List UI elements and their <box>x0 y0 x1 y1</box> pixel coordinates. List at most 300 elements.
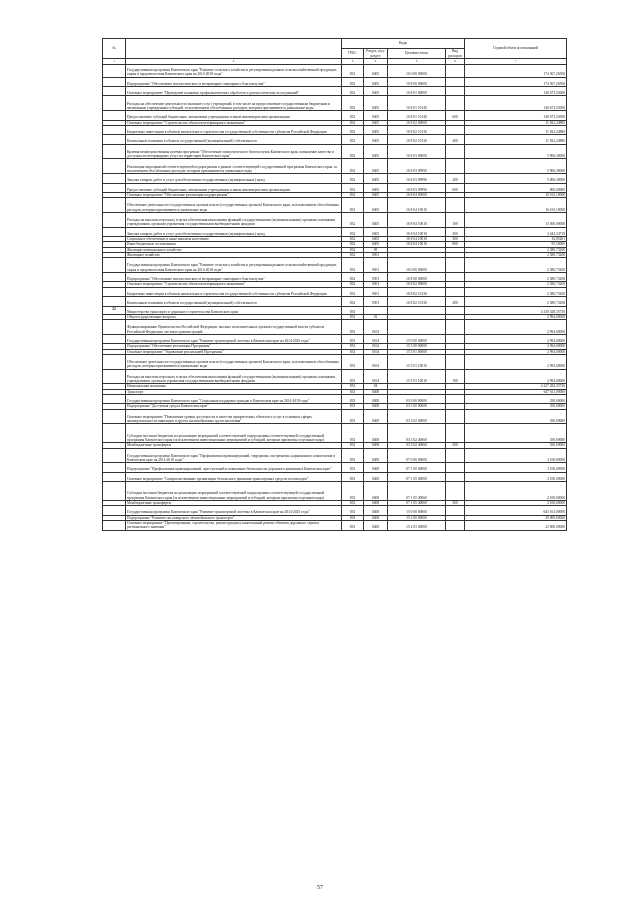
row-number <box>103 87 126 96</box>
row-target-article: 03 3 02 40060 <box>388 424 446 443</box>
row-name: Государственная программа Камчатского края "Развитие сельского хозяйства и регулирования рынков сельскохозяйственной продукции, сырья и продовольствия Камчатского края на 2014-2018 годы" <box>126 65 342 78</box>
row-name: Основное мероприятие "Строительство объектов ветеринарного назначения" <box>126 282 342 287</box>
row-amount: 2 994,00000 <box>465 334 567 343</box>
row-section: 0408 <box>364 521 388 531</box>
table-row <box>103 258 567 273</box>
header-codes: Коды <box>342 39 465 49</box>
row-expense-type: 400 <box>446 297 465 306</box>
column-index: 1 <box>103 59 126 65</box>
row-target-article: 16 8 03 00000 <box>388 144 446 159</box>
row-target-article: 16 8 04 10010 <box>388 198 446 213</box>
row-target-article: 16 0 00 00000 <box>388 258 446 273</box>
row-expense-type: 600 <box>446 183 465 192</box>
row-name: Жилищно-коммунальное хозяйство <box>126 247 342 252</box>
row-grbs: 833 <box>342 521 364 531</box>
row-grbs: 833 <box>342 355 364 370</box>
row-expense-type: 400 <box>446 135 465 144</box>
table-row <box>103 111 567 120</box>
row-section: 0405 <box>364 174 388 183</box>
row-expense-type <box>446 87 465 96</box>
row-expense-type <box>446 482 465 501</box>
row-section: 0405 <box>364 96 388 111</box>
row-amount: 2 994,00000 <box>465 355 567 370</box>
row-section: 0408 <box>364 409 388 424</box>
row-name: Краевая межведомственная целевая программа "Обеспечение эпизоотического благополучия Камчатского края, повышение качества и доступности ветеринарных услуг на территории Камчатского края" <box>126 144 342 159</box>
row-number <box>103 273 126 282</box>
row-grbs: 833 <box>342 501 364 506</box>
row-number <box>103 198 126 213</box>
row-name: Функционирование Правительства Российской Федерации, высших исполнительных органов государственной власти субъектов Российской Федерации, местных администраций <box>126 320 342 335</box>
header-vr: Вид расходов <box>446 49 465 59</box>
row-amount: 350,00000 <box>465 404 567 409</box>
row-grbs: 833 <box>342 463 364 472</box>
row-section: 0408 <box>364 424 388 443</box>
row-number <box>103 227 126 236</box>
row-grbs: 832 <box>342 297 364 306</box>
row-grbs: 832 <box>342 174 364 183</box>
table-row <box>103 320 567 335</box>
row-section: 0408 <box>364 501 388 506</box>
row-section: 0408 <box>364 482 388 501</box>
row-section: 04 <box>364 384 388 389</box>
row-target-article: 16 8 04 10010 <box>388 242 446 247</box>
row-amount: 645 161,00000 <box>465 506 567 515</box>
row-number <box>103 258 126 273</box>
row-name: Транспорт <box>126 389 342 394</box>
row-expense-type <box>446 409 465 424</box>
row-name: Подпрограмма "Профилактика правонарушений, преступлений и повышение безопасности дорожного движения в Камчатском крае" <box>126 463 342 472</box>
row-expense-type <box>446 506 465 515</box>
table-row <box>103 273 567 282</box>
row-section: 0501 <box>364 273 388 282</box>
row-target-article: 16 8 02 10130 <box>388 135 446 144</box>
row-name: Основное мероприятие "Проведение плановых профилактических обработок и диагностических исследований" <box>126 87 342 96</box>
row-section: 0408 <box>364 515 388 520</box>
row-amount: 5 006,30000 <box>465 174 567 183</box>
budget-table-sheet <box>102 38 566 531</box>
row-grbs: 833 <box>342 369 364 384</box>
row-name: Национальная экономика <box>126 384 342 389</box>
row-expense-type: 200 <box>446 227 465 236</box>
column-index: 3 <box>342 59 364 65</box>
row-amount: 2 380,73200 <box>465 253 567 258</box>
row-expense-type <box>446 159 465 174</box>
row-expense-type <box>446 424 465 443</box>
table-row <box>103 96 567 111</box>
column-index: 6 <box>446 59 465 65</box>
row-section: 0408 <box>364 506 388 515</box>
row-name: Основное мероприятие "Совершенствование организации безопасного движения транспортных средств и пешеходов" <box>126 472 342 481</box>
row-section: 0405 <box>364 237 388 242</box>
row-section: 0405 <box>364 144 388 159</box>
row-name: Субсидии местным бюджетам на реализацию мероприятий соответствующей подпрограммы соответствующей государственной программы Камчатского края (за исключением инвестиционных мероприятий и субсидий, которым присвоены отдельные коды) <box>126 424 342 443</box>
row-name: Расходы на выплаты персоналу в целях обеспечения выполнения функций государственными (муниципальными) органами, казенными учреждениями, органами управления государственными внебюджетными фондами <box>126 213 342 228</box>
row-section: 0104 <box>364 320 388 335</box>
row-expense-type: 600 <box>446 111 465 120</box>
row-amount: 350,00000 <box>465 394 567 403</box>
page-number: 57 <box>317 885 323 891</box>
row-amount: 647 611,00000 <box>465 389 567 394</box>
row-section: 0405 <box>364 135 388 144</box>
row-grbs: 833 <box>342 344 364 349</box>
row-number <box>103 96 126 111</box>
row-target-article: 16 8 02 00000 <box>388 282 446 287</box>
row-expense-type: 300 <box>446 237 465 242</box>
row-name: Основное мероприятие "Повышение уровня доступности и качества приоритетных объектов и услуг в основных сферах жизнедеятельности инвалидов и других маломобильных групп населения" <box>126 409 342 424</box>
row-expense-type: 100 <box>446 369 465 384</box>
row-name: Социальное обеспечение и иные выплаты населению <box>126 237 342 242</box>
row-amount: 2 380,73200 <box>465 282 567 287</box>
row-target-article: 16 8 03 09990 <box>388 159 446 174</box>
row-name: Государственная программа Камчатского края "Развитие транспортной системы в Камчатском крае на 2014-2025 годы" <box>126 334 342 343</box>
row-grbs: 832 <box>342 183 364 192</box>
row-target-article: 07 1 00 00000 <box>388 463 446 472</box>
row-grbs: 832 <box>342 96 364 111</box>
row-expense-type <box>446 472 465 481</box>
row-expense-type <box>446 463 465 472</box>
row-amount: 5 906,30000 <box>465 159 567 174</box>
row-name: Иные бюджетные ассигнования <box>126 242 342 247</box>
table-row <box>103 135 567 144</box>
row-section: 0501 <box>364 253 388 258</box>
row-amount: 16 165,10000 <box>465 193 567 198</box>
row-target-article: 16 8 04 10010 <box>388 213 446 228</box>
table-row <box>103 87 567 96</box>
row-name: Субсидии местным бюджетам на реализацию мероприятий соответствующей подпрограммы соответствующей государственной программы Камчатского края (за исключением инвестиционных мероприятий и субсидий, которым присвоены отдельные коды) <box>126 482 342 501</box>
row-name: Жилищное хозяйство <box>126 253 342 258</box>
row-amount: 2 380,73200 <box>465 297 567 306</box>
row-target-article: 15 2 03 00000 <box>388 521 446 531</box>
row-target-article: 16 8 01 10140 <box>388 111 446 120</box>
row-amount: 13 360,00000 <box>465 213 567 228</box>
row-expense-type <box>446 355 465 370</box>
row-grbs: 832 <box>342 65 364 78</box>
row-amount: 140 673,52000 <box>465 111 567 120</box>
row-number <box>103 369 126 384</box>
table-row <box>103 227 567 236</box>
row-number <box>103 472 126 481</box>
table-row <box>103 306 567 314</box>
row-expense-type <box>446 287 465 296</box>
row-grbs: 832 <box>342 258 364 273</box>
row-section: 0405 <box>364 198 388 213</box>
row-expense-type <box>446 125 465 134</box>
table-row <box>103 334 567 343</box>
row-grbs: 832 <box>342 120 364 125</box>
row-amount: 350,00000 <box>465 409 567 424</box>
row-section: 0104 <box>364 344 388 349</box>
row-expense-type: 500 <box>446 443 465 448</box>
row-number <box>103 482 126 501</box>
row-target-article: 07 1 05 00000 <box>388 472 446 481</box>
row-amount: 2 994,00000 <box>465 320 567 335</box>
row-amount: 2 380,73200 <box>465 273 567 282</box>
row-expense-type <box>446 334 465 343</box>
row-amount: 16 165,10000 <box>465 198 567 213</box>
table-row <box>103 77 567 86</box>
table-row <box>103 297 567 306</box>
row-grbs: 833 <box>342 506 364 515</box>
row-section: 0408 <box>364 472 388 481</box>
row-name: Капитальные вложения в объекты государственной (муниципальной) собственности <box>126 135 342 144</box>
row-section: 0104 <box>364 349 388 354</box>
row-grbs: 832 <box>342 193 364 198</box>
row-amount: 2 994,00000 <box>465 344 567 349</box>
row-expense-type: 200 <box>446 174 465 183</box>
row-target-article: 16 8 03 09990 <box>388 183 446 192</box>
row-target-article: 16 0 00 00000 <box>388 65 446 78</box>
row-section: 0408 <box>364 389 388 394</box>
row-name: Государственная программа Камчатского края "Развитие сельского хозяйства и регулирования рынков сельскохозяйственной продукции, сырья и продовольствия Камчатского края на 2014-2018 годы" <box>126 258 342 273</box>
row-number <box>103 334 126 343</box>
row-amount: 22 000,00000 <box>465 521 567 531</box>
row-amount: 2 100,00000 <box>465 501 567 506</box>
row-section: 0405 <box>364 183 388 192</box>
row-expense-type: 100 <box>446 213 465 228</box>
row-number <box>103 183 126 192</box>
row-section: 0501 <box>364 258 388 273</box>
row-grbs: 832 <box>342 282 364 287</box>
table-row <box>103 506 567 515</box>
column-index: 5 <box>388 59 446 65</box>
row-section: 0501 <box>364 297 388 306</box>
header-grbs: ГРБС <box>342 49 364 59</box>
row-number <box>103 65 126 78</box>
row-name: Общегосударственные вопросы <box>126 315 342 320</box>
row-name: Основное мероприятие "Проектирование, строительство, реконструкция и капитальный ремонт объектов дорожного сервиса регионального значения" <box>126 521 342 531</box>
row-amount: 2 994,00000 <box>465 349 567 354</box>
row-amount: 350,00000 <box>465 443 567 448</box>
table-row <box>103 213 567 228</box>
row-section: 0405 <box>364 111 388 120</box>
row-target-article: 16 8 00 00000 <box>388 273 446 282</box>
row-number <box>103 174 126 183</box>
row-amount: 140 673,52000 <box>465 96 567 111</box>
row-grbs: 833 <box>342 394 364 403</box>
row-section: 0408 <box>364 394 388 403</box>
table-row <box>103 144 567 159</box>
table-row <box>103 125 567 134</box>
table-row <box>103 287 567 296</box>
row-name: Государственная программа Камчатского края "Социальная поддержка граждан в Камчатском крае на 2014-2018 годы" <box>126 394 342 403</box>
row-grbs: 833 <box>342 482 364 501</box>
row-grbs: 833 <box>342 424 364 443</box>
row-grbs: 832 <box>342 213 364 228</box>
row-number <box>103 159 126 174</box>
header-csr: Целевая статья <box>388 49 446 59</box>
row-grbs: 833 <box>342 443 364 448</box>
row-amount: 5 906,30000 <box>465 144 567 159</box>
row-number <box>103 448 126 463</box>
row-amount: 11 822,24880 <box>465 135 567 144</box>
table-row <box>103 409 567 424</box>
table-row <box>103 482 567 501</box>
row-target-article: 16 8 04 10010 <box>388 237 446 242</box>
row-section: 0104 <box>364 369 388 384</box>
row-name: Основное мероприятие "Строительство объектов ветеринарного назначения" <box>126 120 342 125</box>
row-section: 0405 <box>364 87 388 96</box>
table-row <box>103 159 567 174</box>
row-target-article: 16 8 02 10130 <box>388 297 446 306</box>
row-number <box>103 409 126 424</box>
row-amount: 2 100,00000 <box>465 463 567 472</box>
row-target-article: 15 5 01 10010 <box>388 369 446 384</box>
row-section: 0408 <box>364 463 388 472</box>
table-row <box>103 65 567 78</box>
row-expense-type <box>446 273 465 282</box>
row-section: 0408 <box>364 448 388 463</box>
row-amount: 900,00000 <box>465 183 567 192</box>
row-name: Государственная программа Камчатского края "Профилактика правонарушений, терроризма, экстремизма, наркомании и алкоголизма в Камчатском крае на 2014-2018 годы" <box>126 448 342 463</box>
row-number <box>103 463 126 472</box>
row-target-article: 16 8 03 09990 <box>388 174 446 183</box>
row-amount: 174 567,26500 <box>465 65 567 78</box>
row-expense-type <box>446 65 465 78</box>
row-grbs: 832 <box>342 159 364 174</box>
row-grbs: 832 <box>342 273 364 282</box>
row-name: Бюджетные инвестиции в объекты капитального строительства государственной собственности субъектов Российской Федерации <box>126 287 342 296</box>
row-grbs: 833 <box>342 315 364 320</box>
row-section: 0501 <box>364 282 388 287</box>
row-target-article: 16 8 00 00000 <box>388 77 446 86</box>
row-grbs: 833 <box>342 349 364 354</box>
row-amount: 2 100,00000 <box>465 482 567 501</box>
row-amount: 350,00000 <box>465 424 567 443</box>
row-name: Межбюджетные трансферты <box>126 501 342 506</box>
row-target-article: 15 5 00 00000 <box>388 344 446 349</box>
row-number <box>103 297 126 306</box>
row-amount: 2 380,73200 <box>465 287 567 296</box>
row-target-article: 16 8 02 00000 <box>388 120 446 125</box>
row-target-article: 03 0 00 00000 <box>388 394 446 403</box>
header-name <box>126 39 342 59</box>
row-target-article: 16 8 04 00000 <box>388 193 446 198</box>
row-section: 05 <box>364 247 388 252</box>
row-grbs: 832 <box>342 125 364 134</box>
row-number <box>103 320 126 335</box>
row-number <box>103 135 126 144</box>
row-amount: 16,85261 <box>465 237 567 242</box>
row-number <box>103 144 126 159</box>
table-row <box>103 174 567 183</box>
header-number: № <box>103 39 126 59</box>
row-grbs: 832 <box>342 77 364 86</box>
row-expense-type <box>446 448 465 463</box>
row-number <box>103 521 126 531</box>
row-name: Основное мероприятие "Обеспечение реализации подпрограммы" <box>126 193 342 198</box>
row-section: 0405 <box>364 125 388 134</box>
row-amount: 2 994,00000 <box>465 315 567 320</box>
row-number <box>103 287 126 296</box>
row-section <box>364 306 388 314</box>
row-section: 0501 <box>364 287 388 296</box>
row-name: Подпрограмма "Развитие пассажирского автомобильного транспорта" <box>126 515 342 520</box>
row-section: 0405 <box>364 77 388 86</box>
row-expense-type <box>446 394 465 403</box>
row-amount: 4 227 284,35736 <box>465 384 567 389</box>
row-amount: 11 822,24880 <box>465 125 567 134</box>
row-section: 0405 <box>364 159 388 174</box>
row-grbs: 833 <box>342 448 364 463</box>
row-grbs: 832 <box>342 135 364 144</box>
row-grbs: 833 <box>342 404 364 409</box>
row-name: Закупка товаров, работ и услуг для обеспечения государственных (муниципальных) нужд <box>126 174 342 183</box>
row-target-article <box>388 320 446 335</box>
row-number: 22 <box>103 306 126 314</box>
table-row <box>103 394 567 403</box>
table-row <box>103 472 567 481</box>
row-grbs: 833 <box>342 334 364 343</box>
row-grbs: 832 <box>342 144 364 159</box>
header-sum: Годовой объем ассигнований <box>465 39 567 59</box>
row-section: 0405 <box>364 227 388 236</box>
row-grbs: 833 <box>342 472 364 481</box>
row-name: Предоставление субсидий бюджетным, автономным учреждениям и иным некоммерческим организациям <box>126 183 342 192</box>
row-name: Основное мероприятие "Управление реализацией Программы" <box>126 349 342 354</box>
row-target-article: 16 8 01 00000 <box>388 87 446 96</box>
row-expense-type <box>446 198 465 213</box>
row-amount: 2 443,34719 <box>465 227 567 236</box>
table-row <box>103 448 567 463</box>
row-expense-type <box>446 144 465 159</box>
row-target-article <box>388 306 446 314</box>
row-amount: 2 380,73200 <box>465 258 567 273</box>
row-amount: 2 100,00000 <box>465 472 567 481</box>
row-number <box>103 424 126 443</box>
row-section: 0405 <box>364 193 388 198</box>
row-amount: 4 230 328,35736 <box>465 306 567 314</box>
row-number <box>103 125 126 134</box>
row-number <box>103 77 126 86</box>
row-grbs: 832 <box>342 237 364 242</box>
row-number <box>103 111 126 120</box>
row-section: 0405 <box>364 120 388 125</box>
row-expense-type <box>446 320 465 335</box>
row-grbs: 833 <box>342 409 364 424</box>
row-section: 0405 <box>364 242 388 247</box>
row-section: 0408 <box>364 443 388 448</box>
row-number <box>103 506 126 515</box>
row-amount: 29 000,00000 <box>465 515 567 520</box>
row-target-article: 15 5 01 00000 <box>388 349 446 354</box>
row-name: Расходы на обеспечение деятельности (оказание услуг) учреждений, в том числе на предоставление государственным бюджетным и автономным учреждениям субсидий, за исключением обособленных расходов, которым присваиваются уникальные коды <box>126 96 342 111</box>
row-target-article: 15 0 00 00000 <box>388 506 446 515</box>
row-section: 0104 <box>364 334 388 343</box>
row-name: Подпрограмма "Обеспечение реализации Программы" <box>126 344 342 349</box>
row-target-article: 15 0 00 00000 <box>388 334 446 343</box>
table-body <box>103 65 567 531</box>
row-name: Предоставление субсидий бюджетным, автономным учреждениям и иным некоммерческим организациям <box>126 111 342 120</box>
row-grbs: 832 <box>342 198 364 213</box>
row-amount: 11 822,24880 <box>465 120 567 125</box>
row-expense-type <box>446 521 465 531</box>
row-grbs: 832 <box>342 287 364 296</box>
row-expense-type <box>446 306 465 314</box>
row-grbs: 833 <box>342 320 364 335</box>
row-section: 0405 <box>364 213 388 228</box>
row-expense-type: 500 <box>446 501 465 506</box>
row-target-article: 07 1 05 40060 <box>388 482 446 501</box>
table-row <box>103 521 567 531</box>
row-target-article: 03 3 00 00000 <box>388 404 446 409</box>
column-index: 7 <box>465 59 567 65</box>
row-amount: 174 567,26500 <box>465 77 567 86</box>
row-expense-type <box>446 77 465 86</box>
row-section: 0408 <box>364 404 388 409</box>
row-grbs: 832 <box>342 227 364 236</box>
row-target-article: 03 3 02 00000 <box>388 409 446 424</box>
row-grbs: 833 <box>342 306 364 314</box>
